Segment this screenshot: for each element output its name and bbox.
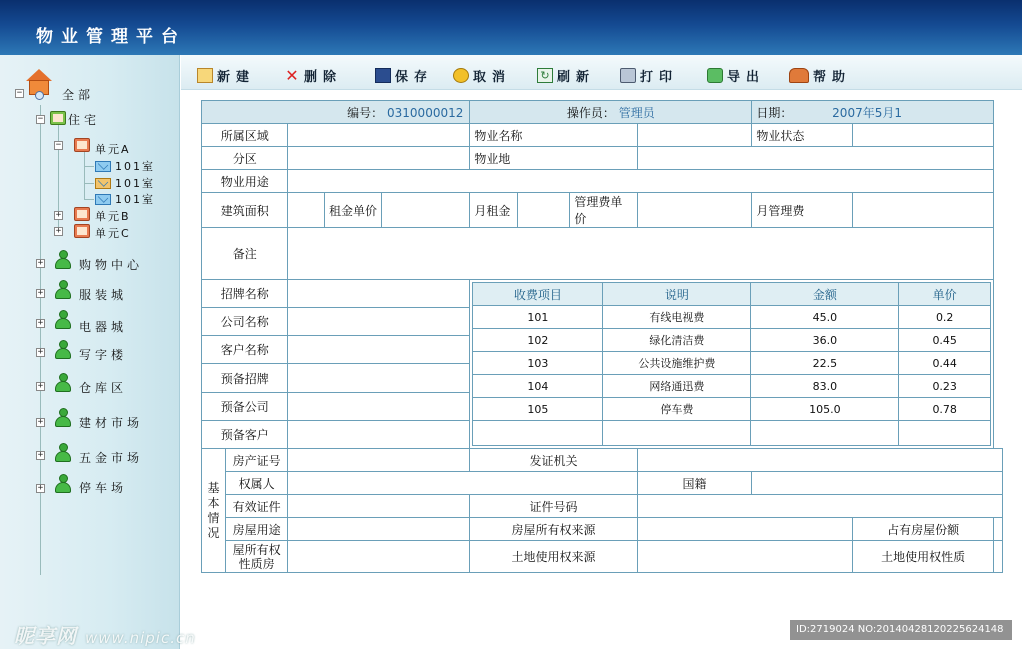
room-edit-icon xyxy=(95,178,111,189)
fees-row[interactable] xyxy=(473,306,991,329)
fees-row[interactable] xyxy=(473,375,991,398)
nationality-label: 国籍 xyxy=(637,472,752,495)
app-title: 物业管理平台 xyxy=(36,27,186,47)
printer-icon xyxy=(620,68,636,83)
id-number-label: 证件号码 xyxy=(470,495,637,518)
new-button[interactable]: 新建 xyxy=(197,66,255,84)
mgmt-fee-unit-field[interactable] xyxy=(637,193,752,228)
reserve-signboard-label: 预备招牌 xyxy=(202,364,288,392)
operator-label: 操作员： xyxy=(566,105,615,120)
tree-item-unit-b[interactable]: 单元B xyxy=(95,210,131,223)
expand-unit-a-toggle[interactable]: − xyxy=(55,140,62,150)
area-label: 所属区域 xyxy=(202,124,288,147)
building-area-field[interactable] xyxy=(288,193,325,228)
print-button[interactable]: 打印 xyxy=(620,66,678,84)
delete-icon: ✕ xyxy=(285,65,299,85)
export-icon xyxy=(707,68,723,83)
fee-amount: 36.0 xyxy=(751,329,899,352)
category-icon xyxy=(54,250,72,270)
fee-code: 103 xyxy=(473,352,603,375)
land-use-source-field[interactable] xyxy=(637,541,853,573)
property-location-label: 物业地 xyxy=(470,147,637,170)
company-name-label: 公司名称 xyxy=(202,308,288,336)
building-area-label: 建筑面积 xyxy=(202,193,288,228)
expand-residence-toggle[interactable]: − xyxy=(37,114,44,124)
property-name-label: 物业名称 xyxy=(470,124,637,147)
expand-unit-b-toggle[interactable]: + xyxy=(55,210,62,220)
ownership-nature-label: 屋所有权性质房 xyxy=(225,541,287,573)
category-icon xyxy=(54,310,72,330)
new-icon xyxy=(197,68,213,83)
tree-item-residence[interactable]: 住宅 xyxy=(68,113,101,127)
pencil-folder-icon xyxy=(50,111,66,125)
house-use-label: 房屋用途 xyxy=(225,518,287,541)
nationality-field[interactable] xyxy=(752,472,1003,495)
operator-value: 管理员 xyxy=(618,105,655,120)
tree-item-room[interactable]: 101室 xyxy=(115,177,155,190)
fee-description: 网络通迅费 xyxy=(603,375,751,398)
owner-label: 权属人 xyxy=(225,472,287,495)
fee-description: 有线电视费 xyxy=(603,306,751,329)
main-content xyxy=(181,91,1022,649)
tree-item-category[interactable]: 建材市场 xyxy=(79,416,144,430)
property-status-field[interactable] xyxy=(853,124,994,147)
fees-header-cell: 单价 xyxy=(899,283,991,306)
property-cert-label: 房产证号 xyxy=(225,449,287,472)
rent-unit-price-label: 租金单价 xyxy=(325,193,382,228)
cancel-button[interactable]: 取消 xyxy=(453,66,511,84)
district-field[interactable] xyxy=(288,147,470,170)
room-icon xyxy=(95,161,111,172)
customer-name-field[interactable] xyxy=(288,336,470,364)
fee-description: 停车费 xyxy=(603,398,751,421)
help-users-icon xyxy=(789,68,809,83)
expand-category-toggle[interactable]: + xyxy=(37,417,44,427)
tree-item-unit-c[interactable]: 单元C xyxy=(95,227,131,240)
monthly-mgmt-fee-label: 月管理费 xyxy=(752,193,853,228)
valid-id-field[interactable] xyxy=(288,495,470,518)
category-icon xyxy=(54,373,72,393)
reserve-company-field[interactable] xyxy=(288,392,470,420)
watermark-url: www.nipic.cn xyxy=(84,629,196,647)
fee-unit-price: 0.23 xyxy=(899,375,991,398)
property-location-field[interactable] xyxy=(637,147,993,170)
reserve-signboard-field[interactable] xyxy=(288,364,470,392)
category-icon xyxy=(54,408,72,428)
cancel-icon xyxy=(453,68,469,83)
fees-panel xyxy=(470,280,994,449)
fees-header-cell: 收费项目 xyxy=(473,283,603,306)
signboard-name-field[interactable] xyxy=(288,280,470,308)
tree-item-category[interactable]: 停车场 xyxy=(79,481,128,495)
tree-item-category[interactable]: 写字楼 xyxy=(79,348,128,362)
share-ratio-field[interactable] xyxy=(994,518,1003,541)
fees-header-row xyxy=(473,283,991,306)
monthly-rent-field[interactable] xyxy=(517,193,569,228)
owner-field[interactable] xyxy=(288,472,637,495)
property-cert-field[interactable] xyxy=(288,449,470,472)
house-use-field[interactable] xyxy=(288,518,470,541)
remarks-textarea[interactable] xyxy=(288,228,994,280)
property-use-label: 物业用途 xyxy=(202,170,288,193)
company-name-field[interactable] xyxy=(288,308,470,336)
rent-unit-price-field[interactable] xyxy=(382,193,470,228)
issuing-authority-field[interactable] xyxy=(637,449,1002,472)
property-status-label: 物业状态 xyxy=(752,124,853,147)
folder-icon xyxy=(74,207,90,221)
tree-item-category[interactable]: 服装城 xyxy=(79,288,128,302)
sidebar-tree xyxy=(0,55,180,649)
expand-category-toggle[interactable]: + xyxy=(37,347,44,357)
delete-button[interactable]: ✕ 删除 xyxy=(285,65,343,85)
ownership-source-label: 房屋所有权来源 xyxy=(470,518,637,541)
fees-table xyxy=(472,282,991,446)
expand-category-toggle[interactable]: + xyxy=(37,288,44,298)
land-use-source-label: 土地使用权来源 xyxy=(470,541,637,573)
expand-category-toggle[interactable]: + xyxy=(37,450,44,460)
district-label: 分区 xyxy=(202,147,288,170)
expand-category-toggle[interactable]: + xyxy=(37,381,44,391)
fee-amount: 105.0 xyxy=(751,398,899,421)
app-header xyxy=(0,0,1022,55)
area-field[interactable] xyxy=(288,124,470,147)
number-label: 编号： xyxy=(347,105,384,120)
reserve-customer-field[interactable] xyxy=(288,420,470,448)
mgmt-fee-unit-label: 管理费单价 xyxy=(570,193,637,228)
fee-amount: 83.0 xyxy=(751,375,899,398)
expand-category-toggle[interactable]: + xyxy=(37,258,44,268)
fees-header-cell: 说明 xyxy=(603,283,751,306)
fee-code: 102 xyxy=(473,329,603,352)
category-icon xyxy=(54,443,72,463)
help-button[interactable]: 帮助 xyxy=(789,66,851,84)
fees-row[interactable] xyxy=(473,329,991,352)
land-use-nature-field[interactable] xyxy=(994,541,1003,573)
watermark-brand-text: 昵享网 xyxy=(14,624,77,648)
remarks-label: 备注 xyxy=(202,228,288,280)
tree-item-room[interactable]: 101室 xyxy=(115,160,155,173)
monthly-mgmt-fee-field[interactable] xyxy=(853,193,994,228)
tree-item-category[interactable]: 五金市场 xyxy=(79,451,144,465)
fee-code: 101 xyxy=(473,306,603,329)
tree-item-room[interactable]: 101室 xyxy=(115,193,155,206)
refresh-icon: ↻ xyxy=(537,68,553,83)
expand-category-toggle[interactable]: + xyxy=(37,483,44,493)
ownership-nature-field[interactable] xyxy=(288,541,470,573)
room-icon xyxy=(95,194,111,205)
basic-info-label: 基本情况 xyxy=(202,449,226,573)
tree-item-all[interactable]: 全部 xyxy=(62,88,95,102)
valid-id-label: 有效证件 xyxy=(225,495,287,518)
fees-row[interactable] xyxy=(473,398,991,421)
reserve-customer-label: 预备客户 xyxy=(202,420,288,448)
id-number-field[interactable] xyxy=(637,495,1002,518)
property-use-field[interactable] xyxy=(288,170,994,193)
house-icon xyxy=(26,69,52,99)
tree-item-category[interactable]: 电器城 xyxy=(79,320,128,334)
reserve-company-label: 预备公司 xyxy=(202,392,288,420)
record-info-bar xyxy=(202,101,1003,124)
fee-amount: 22.5 xyxy=(751,352,899,375)
fees-row[interactable] xyxy=(473,352,991,375)
category-icon xyxy=(54,280,72,300)
date-value: 2007年5月1 xyxy=(832,105,902,120)
date-label: 日期： xyxy=(756,105,793,120)
fee-code: 104 xyxy=(473,375,603,398)
refresh-button[interactable]: ↻ 刷新 xyxy=(537,66,595,84)
fee-unit-price: 0.45 xyxy=(899,329,991,352)
ownership-source-field[interactable] xyxy=(637,518,853,541)
category-icon xyxy=(54,474,72,494)
export-button[interactable]: 导出 xyxy=(707,66,765,84)
expand-root-toggle[interactable]: − xyxy=(16,88,23,98)
fee-code: 105 xyxy=(473,398,603,421)
fee-description: 公共设施维护费 xyxy=(603,352,751,375)
land-use-nature-label: 土地使用权性质 xyxy=(853,541,994,573)
fees-header-cell: 金额 xyxy=(751,283,899,306)
expand-unit-c-toggle[interactable]: + xyxy=(55,226,62,236)
tree-item-unit-a[interactable]: 单元A xyxy=(95,143,131,156)
save-button[interactable]: 保存 xyxy=(375,66,433,84)
property-form xyxy=(201,100,1003,573)
folder-icon xyxy=(74,138,90,152)
tree-item-category[interactable]: 购物中心 xyxy=(79,258,144,272)
toolbar xyxy=(181,55,1022,90)
fee-amount: 45.0 xyxy=(751,306,899,329)
expand-category-toggle[interactable]: + xyxy=(37,318,44,328)
fee-unit-price: 0.78 xyxy=(899,398,991,421)
save-icon xyxy=(375,68,391,83)
fees-row-empty[interactable] xyxy=(473,421,991,446)
property-name-field[interactable] xyxy=(637,124,752,147)
issuing-authority-label: 发证机关 xyxy=(470,449,637,472)
signboard-name-label: 招牌名称 xyxy=(202,280,288,308)
watermark-brand xyxy=(14,620,196,649)
watermark-id-bar: ID:2719024 NO:20140428120225624148 xyxy=(790,620,1012,640)
fee-description: 绿化清洁费 xyxy=(603,329,751,352)
share-ratio-label: 占有房屋份额 xyxy=(853,518,994,541)
folder-icon xyxy=(74,224,90,238)
monthly-rent-label: 月租金 xyxy=(470,193,518,228)
fee-unit-price: 0.44 xyxy=(899,352,991,375)
customer-name-label: 客户名称 xyxy=(202,336,288,364)
category-icon xyxy=(54,340,72,360)
tree-item-category[interactable]: 仓库区 xyxy=(79,381,128,395)
record-number: 0310000012 xyxy=(387,105,464,120)
fee-unit-price: 0.2 xyxy=(899,306,991,329)
